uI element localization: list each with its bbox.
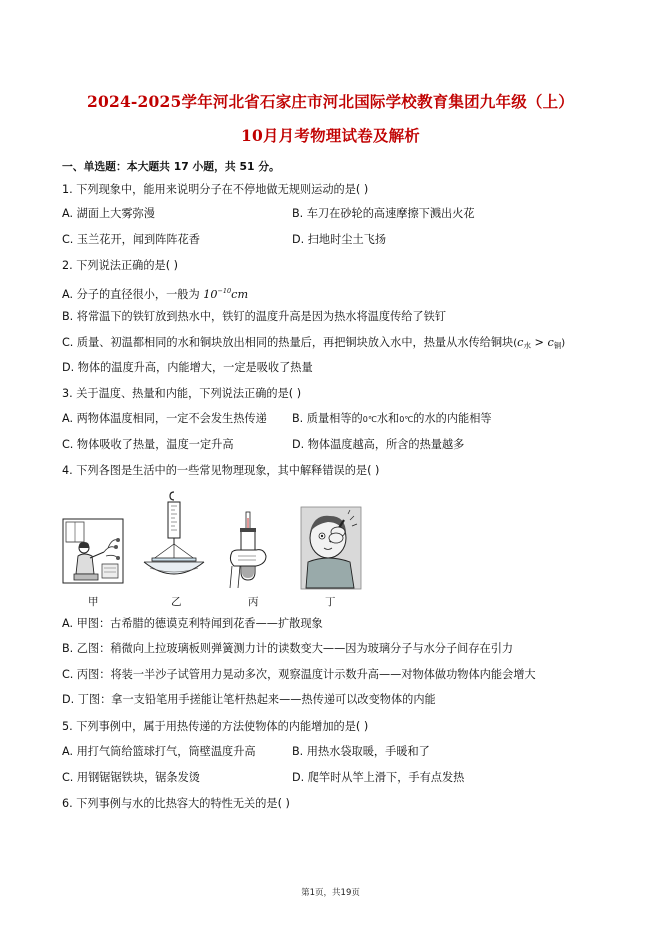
figure-ding-illustration: [300, 506, 362, 590]
figure-jia-illustration: [62, 518, 124, 584]
q2-option-a-text: A. 分子的直径很小，一般为: [62, 288, 200, 301]
q5-option-a: A. 用打气筒给篮球打气，筒壁温度升高: [62, 745, 256, 758]
exam-title-line1: 2024-2025学年河北省石家庄市河北国际学校教育集团九年级（上）: [86, 92, 574, 111]
figure-label-yi: 乙: [171, 596, 182, 608]
q2-option-c-math-c2: c: [547, 336, 554, 349]
figure-label-jia: 甲: [88, 596, 99, 608]
q3-option-b-text3: 的水的内能相等: [413, 412, 492, 425]
q2-option-b: B. 将常温下的铁钉放到热水中，铁钉的温度升高是因为热水将温度传给了铁钉: [62, 310, 446, 323]
q3-option-c: C. 物体吸收了热量，温度一定升高: [62, 438, 234, 451]
q3-option-b-math1: 0℃: [362, 415, 377, 424]
q2-option-c-math-c1: c: [517, 336, 524, 349]
q5-option-c: C. 用钢锯锯铁块，锯条发烫: [62, 771, 200, 784]
q2-option-c-math-sub1: 水: [523, 341, 531, 350]
q2-option-c-text: C. 质量、初温都相同的水和铜块放出相同的热量后，再把铜块放入水中，热量从水传给铜块: [62, 336, 514, 349]
q2-option-c-math-sub2: 铜: [553, 341, 562, 350]
q5-option-d: D. 爬竿时从竿上滑下，手有点发热: [292, 771, 465, 784]
q3-option-a: A. 两物体温度相同，一定不会发生热传递: [62, 412, 267, 425]
figure-bing-illustration: [226, 510, 270, 590]
q5-option-b: B. 用热水袋取暖，手暖和了: [292, 745, 430, 758]
q6-stem: 6. 下列事例与水的比热容大的特性无关的是( ): [62, 797, 290, 810]
q4-option-a: A. 甲图：古希腊的德谟克利特闻到花香——扩散现象: [62, 617, 323, 630]
q2-option-c: C. 质量、初温都相同的水和铜块放出相同的热量后，再把铜块放入水中，热量从水传给铜块$(c_水 > c_铜)$: [62, 336, 566, 350]
q4-option-b: B. 乙图：稍微向上拉玻璃板则弹簧测力计的读数变大——因为玻璃分子与水分子间存在引力: [62, 642, 514, 655]
q3-option-b-text1: B. 质量相等的: [292, 412, 363, 425]
q5-stem: 5. 下列事例中，属于用热传递的方法使物体的内能增加的是( ): [62, 720, 369, 733]
q2-stem: 2. 下列说法正确的是( ): [62, 259, 179, 272]
q2-option-a-math-base: 10: [203, 288, 218, 301]
q2-option-a-math-exp: −10: [217, 287, 232, 295]
page-footer: 第1页，共19页: [301, 888, 360, 898]
q1-option-c: C. 玉兰花开，闻到阵阵花香: [62, 233, 200, 246]
q4-stem: 4. 下列各图是生活中的一些常见物理现象，其中解释错误的是( ): [62, 464, 380, 477]
q1-option-b: B. 车刀在砂轮的高速摩擦下溅出火花: [292, 207, 475, 220]
q3-option-b: [292, 412, 492, 427]
q3-option-b-math2: 0℃: [399, 415, 414, 424]
q4-option-d: D. 丁图：拿一支铅笔用手搓能让笔杆热起来——热传递可以改变物体的内能: [62, 693, 436, 706]
q3-option-b-text2: 水和: [376, 412, 400, 425]
q2-option-a-math-unit: cm: [231, 288, 249, 301]
q3-stem: 3. 关于温度、热量和内能，下列说法正确的是( ): [62, 387, 302, 400]
figure-yi-illustration: [140, 490, 208, 588]
figure-label-bing: 丙: [248, 596, 259, 608]
q4-option-c: C. 丙图：将装一半沙子试管用力晃动多次，观察温度计示数升高——对物体做功物体内能会增大: [62, 668, 536, 681]
q2-option-a: [62, 284, 248, 302]
q1-option-d: D. 扫地时尘土飞扬: [292, 233, 387, 246]
q2-option-c-math-gt: >: [530, 336, 548, 349]
q1-option-a: A. 湖面上大雾弥漫: [62, 207, 155, 220]
section-heading: 一、单选题：本大题共 17 小题，共 51 分。: [62, 160, 280, 173]
q2-option-d: D. 物体的温度升高，内能增大，一定是吸收了热量: [62, 361, 313, 374]
q3-option-d: D. 物体温度越高，所含的热量越多: [292, 438, 465, 451]
exam-title-line2: 10月月考物理试卷及解析: [241, 126, 420, 145]
figure-label-ding: 丁: [325, 596, 336, 608]
q1-stem: 1. 下列现象中，能用来说明分子在不停地做无规则运动的是( ): [62, 183, 369, 196]
